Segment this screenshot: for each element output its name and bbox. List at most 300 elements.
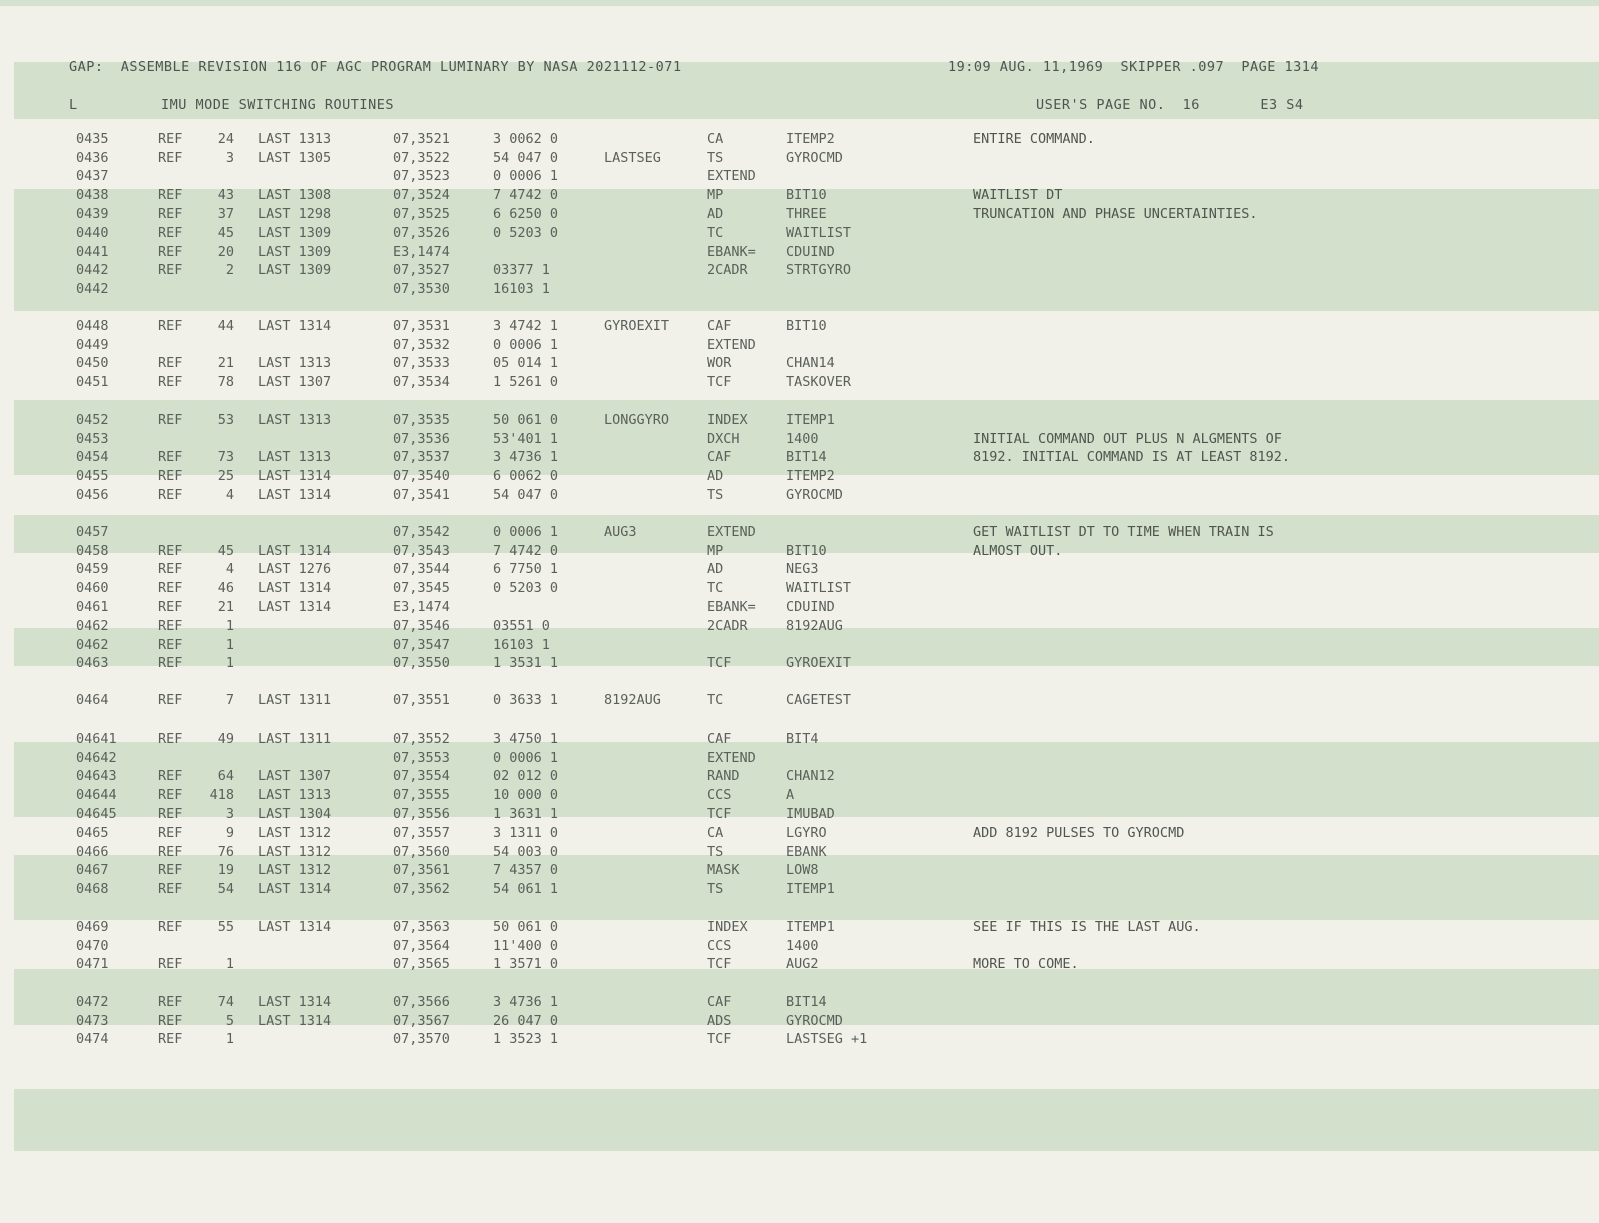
ref-keyword: REF — [158, 131, 183, 147]
last-reference: LAST 1309 — [258, 225, 332, 241]
listing-row — [0, 1013, 1599, 1032]
symbol-label: 8192AUG — [604, 692, 661, 708]
octal-code: 1 5261 0 — [493, 374, 559, 390]
line-number: 0454 — [76, 449, 109, 465]
line-number: 0436 — [76, 150, 109, 166]
memory-address: 07,3563 — [393, 919, 450, 935]
listing-row — [0, 862, 1599, 881]
last-reference: LAST 1314 — [258, 318, 332, 334]
line-number: 04644 — [76, 787, 117, 803]
octal-code: 10 000 0 — [493, 787, 559, 803]
comment: GET WAITLIST DT TO TIME WHEN TRAIN IS — [973, 524, 1274, 540]
last-reference: LAST 1313 — [258, 412, 332, 428]
listing-row — [0, 994, 1599, 1013]
operand: NEG3 — [786, 561, 819, 577]
ref-keyword: REF — [158, 225, 183, 241]
operand: GYROCMD — [786, 487, 843, 503]
memory-address: 07,3547 — [393, 637, 450, 653]
comment: SEE IF THIS IS THE LAST AUG. — [973, 919, 1201, 935]
octal-code: 3 4736 1 — [493, 994, 559, 1010]
opcode: INDEX — [707, 412, 748, 428]
line-number: 0462 — [76, 637, 109, 653]
operand: BIT14 — [786, 994, 827, 1010]
line-number: 0457 — [76, 524, 109, 540]
ref-count: 24 — [217, 131, 234, 147]
line-number: 0450 — [76, 355, 109, 371]
operand: GYROCMD — [786, 1013, 843, 1029]
last-reference: LAST 1314 — [258, 487, 332, 503]
memory-address: 07,3530 — [393, 281, 450, 297]
ref-count: 418 — [209, 787, 234, 803]
listing-row — [0, 449, 1599, 468]
ref-keyword: REF — [158, 318, 183, 334]
assembly-header-left: GAP: ASSEMBLE REVISION 116 OF AGC PROGRAM LUMINARY BY NASA 2021112-071 — [69, 59, 682, 75]
octal-code: 0 0006 1 — [493, 168, 559, 184]
ref-count: 1 — [225, 1031, 234, 1047]
line-number: 04643 — [76, 768, 117, 784]
listing-row — [0, 262, 1599, 281]
opcode: EXTEND — [707, 168, 756, 184]
last-reference: LAST 1304 — [258, 806, 332, 822]
memory-address: 07,3524 — [393, 187, 450, 203]
listing-row — [0, 618, 1599, 637]
opcode: ADS — [707, 1013, 732, 1029]
ref-keyword: REF — [158, 618, 183, 634]
line-number: 0439 — [76, 206, 109, 222]
opcode: CAF — [707, 731, 732, 747]
last-reference: LAST 1314 — [258, 994, 332, 1010]
operand: BIT10 — [786, 318, 827, 334]
ref-keyword: REF — [158, 244, 183, 260]
operand: 1400 — [786, 431, 819, 447]
symbol-label: GYROEXIT — [604, 318, 670, 334]
opcode: TS — [707, 487, 724, 503]
opcode: TS — [707, 150, 724, 166]
listing-row — [0, 750, 1599, 769]
octal-code: 03551 0 — [493, 618, 550, 634]
opcode: CAF — [707, 318, 732, 334]
octal-code: 1 3631 1 — [493, 806, 559, 822]
octal-code: 7 4742 0 — [493, 187, 559, 203]
ref-keyword: REF — [158, 825, 183, 841]
operand: IMUBAD — [786, 806, 835, 822]
ref-keyword: REF — [158, 731, 183, 747]
operand: 1400 — [786, 938, 819, 954]
operand: BIT4 — [786, 731, 819, 747]
listing-row — [0, 281, 1599, 300]
ref-keyword: REF — [158, 187, 183, 203]
octal-code: 50 061 0 — [493, 412, 559, 428]
opcode: CCS — [707, 938, 732, 954]
memory-address: 07,3566 — [393, 994, 450, 1010]
comment: 8192. INITIAL COMMAND IS AT LEAST 8192. — [973, 449, 1290, 465]
memory-address: 07,3540 — [393, 468, 450, 484]
operand: TASKOVER — [786, 374, 852, 390]
ref-keyword: REF — [158, 994, 183, 1010]
line-number: 0442 — [76, 281, 109, 297]
octal-code: 0 5203 0 — [493, 225, 559, 241]
listing-row — [0, 844, 1599, 863]
line-number: 0440 — [76, 225, 109, 241]
operand: ITEMP1 — [786, 919, 835, 935]
memory-address: 07,3543 — [393, 543, 450, 559]
paper-top-stripe — [0, 0, 1599, 6]
line-number: 0448 — [76, 318, 109, 334]
operand: LGYRO — [786, 825, 827, 841]
comment: ENTIRE COMMAND. — [973, 131, 1095, 147]
opcode: EBANK= — [707, 599, 756, 615]
operand: THREE — [786, 206, 827, 222]
listing-row — [0, 580, 1599, 599]
listing-row — [0, 187, 1599, 206]
ref-count: 53 — [217, 412, 234, 428]
octal-code: 1 3571 0 — [493, 956, 559, 972]
memory-address: 07,3534 — [393, 374, 450, 390]
operand: CHAN14 — [786, 355, 835, 371]
listing-row — [0, 806, 1599, 825]
operand: CDUIND — [786, 244, 835, 260]
listing-row — [0, 731, 1599, 750]
octal-code: 3 4736 1 — [493, 449, 559, 465]
memory-address: 07,3553 — [393, 750, 450, 766]
last-reference: LAST 1311 — [258, 731, 332, 747]
memory-address: 07,3527 — [393, 262, 450, 278]
line-number: 0470 — [76, 938, 109, 954]
ref-keyword: REF — [158, 561, 183, 577]
last-reference: LAST 1308 — [258, 187, 332, 203]
last-reference: LAST 1305 — [258, 150, 332, 166]
line-number: 0437 — [76, 168, 109, 184]
ref-keyword: REF — [158, 919, 183, 935]
ref-count: 4 — [225, 561, 234, 577]
ref-count: 3 — [225, 150, 234, 166]
operand: GYROEXIT — [786, 655, 852, 671]
line-number: 0473 — [76, 1013, 109, 1029]
listing-row — [0, 131, 1599, 150]
line-number: 0461 — [76, 599, 109, 615]
last-reference: LAST 1312 — [258, 862, 332, 878]
octal-code: 3 4742 1 — [493, 318, 559, 334]
opcode: RAND — [707, 768, 740, 784]
line-number: 0468 — [76, 881, 109, 897]
opcode: TS — [707, 844, 724, 860]
memory-address: 07,3556 — [393, 806, 450, 822]
last-reference: LAST 1313 — [258, 355, 332, 371]
opcode: MASK — [707, 862, 740, 878]
listing-row — [0, 543, 1599, 562]
last-reference: LAST 1314 — [258, 543, 332, 559]
opcode: CA — [707, 825, 724, 841]
ref-count: 20 — [217, 244, 234, 260]
octal-code: 6 6250 0 — [493, 206, 559, 222]
memory-address: 07,3546 — [393, 618, 450, 634]
line-number: 0451 — [76, 374, 109, 390]
listing-row — [0, 355, 1599, 374]
memory-address: 07,3533 — [393, 355, 450, 371]
ref-keyword: REF — [158, 580, 183, 596]
memory-address: 07,3555 — [393, 787, 450, 803]
memory-address: 07,3554 — [393, 768, 450, 784]
octal-code: 05 014 1 — [493, 355, 559, 371]
ref-count: 54 — [217, 881, 234, 897]
opcode: EBANK= — [707, 244, 756, 260]
line-number: 0435 — [76, 131, 109, 147]
operand: AUG2 — [786, 956, 819, 972]
listing-row — [0, 938, 1599, 957]
listing-row — [0, 412, 1599, 431]
ref-keyword: REF — [158, 374, 183, 390]
operand: CAGETEST — [786, 692, 852, 708]
line-number: 0459 — [76, 561, 109, 577]
line-number: 0463 — [76, 655, 109, 671]
memory-address: 07,3562 — [393, 881, 450, 897]
octal-code: 6 7750 1 — [493, 561, 559, 577]
memory-address: 07,3536 — [393, 431, 450, 447]
ref-keyword: REF — [158, 956, 183, 972]
line-number: 0449 — [76, 337, 109, 353]
ref-keyword: REF — [158, 1031, 183, 1047]
ref-count: 3 — [225, 806, 234, 822]
last-reference: LAST 1307 — [258, 374, 332, 390]
ref-count: 1 — [225, 956, 234, 972]
operand: LOW8 — [786, 862, 819, 878]
ref-count: 43 — [217, 187, 234, 203]
ref-count: 9 — [225, 825, 234, 841]
assembly-header-right: 19:09 AUG. 11,1969 SKIPPER .097 PAGE 1314 — [948, 59, 1319, 75]
ref-count: 21 — [217, 599, 234, 615]
line-number: 04642 — [76, 750, 117, 766]
ref-keyword: REF — [158, 787, 183, 803]
memory-address: E3,1474 — [393, 599, 450, 615]
last-reference: LAST 1314 — [258, 468, 332, 484]
operand: BIT14 — [786, 449, 827, 465]
opcode: MP — [707, 187, 724, 203]
comment: ALMOST OUT. — [973, 543, 1063, 559]
opcode: TC — [707, 692, 724, 708]
line-number: 04645 — [76, 806, 117, 822]
operand: LASTSEG +1 — [786, 1031, 868, 1047]
octal-code: 0 5203 0 — [493, 580, 559, 596]
ref-keyword: REF — [158, 881, 183, 897]
octal-code: 54 047 0 — [493, 150, 559, 166]
listing-row — [0, 244, 1599, 263]
ref-keyword: REF — [158, 355, 183, 371]
ref-count: 21 — [217, 355, 234, 371]
line-number: 0472 — [76, 994, 109, 1010]
memory-address: 07,3523 — [393, 168, 450, 184]
listing-row — [0, 468, 1599, 487]
listing-row — [0, 318, 1599, 337]
operand: CHAN12 — [786, 768, 835, 784]
octal-code: 02 012 0 — [493, 768, 559, 784]
line-number: 0441 — [76, 244, 109, 260]
opcode: EXTEND — [707, 524, 756, 540]
last-reference: LAST 1276 — [258, 561, 332, 577]
ref-count: 19 — [217, 862, 234, 878]
ref-keyword: REF — [158, 768, 183, 784]
octal-code: 54 061 1 — [493, 881, 559, 897]
ref-count: 5 — [225, 1013, 234, 1029]
listing-row — [0, 487, 1599, 506]
opcode: CAF — [707, 994, 732, 1010]
symbol-label: LONGGYRO — [604, 412, 670, 428]
opcode: AD — [707, 561, 724, 577]
opcode: MP — [707, 543, 724, 559]
ref-keyword: REF — [158, 468, 183, 484]
octal-code: 03377 1 — [493, 262, 550, 278]
opcode: AD — [707, 468, 724, 484]
ref-count: 45 — [217, 225, 234, 241]
listing-row — [0, 206, 1599, 225]
operand: WAITLIST — [786, 225, 852, 241]
octal-code: 0 0006 1 — [493, 337, 559, 353]
ref-count: 44 — [217, 318, 234, 334]
ref-count: 73 — [217, 449, 234, 465]
comment: TRUNCATION AND PHASE UNCERTAINTIES. — [973, 206, 1258, 222]
ref-count: 76 — [217, 844, 234, 860]
last-reference: LAST 1314 — [258, 580, 332, 596]
listing-row — [0, 599, 1599, 618]
ref-count: 1 — [225, 618, 234, 634]
opcode: TCF — [707, 806, 732, 822]
operand: STRTGYRO — [786, 262, 852, 278]
ref-keyword: REF — [158, 487, 183, 503]
listing-row — [0, 431, 1599, 450]
operand: ITEMP2 — [786, 131, 835, 147]
octal-code: 1 3523 1 — [493, 1031, 559, 1047]
symbol-label: LASTSEG — [604, 150, 661, 166]
octal-code: 16103 1 — [493, 637, 550, 653]
listing-row — [0, 919, 1599, 938]
ref-count: 1 — [225, 637, 234, 653]
octal-code: 0 0006 1 — [493, 524, 559, 540]
listing-row — [0, 692, 1599, 711]
section-title: IMU MODE SWITCHING ROUTINES — [161, 97, 394, 113]
memory-address: 07,3567 — [393, 1013, 450, 1029]
memory-address: 07,3565 — [393, 956, 450, 972]
listing-row — [0, 524, 1599, 543]
listing-row — [0, 150, 1599, 169]
opcode: CAF — [707, 449, 732, 465]
opcode: DXCH — [707, 431, 740, 447]
octal-code: 53'401 1 — [493, 431, 559, 447]
ref-count: 46 — [217, 580, 234, 596]
octal-code: 3 4750 1 — [493, 731, 559, 747]
line-number: 0452 — [76, 412, 109, 428]
memory-address: 07,3535 — [393, 412, 450, 428]
operand: CDUIND — [786, 599, 835, 615]
memory-address: 07,3551 — [393, 692, 450, 708]
memory-address: 07,3560 — [393, 844, 450, 860]
line-number: 0460 — [76, 580, 109, 596]
line-number: 0438 — [76, 187, 109, 203]
operand: EBANK — [786, 844, 827, 860]
octal-code: 50 061 0 — [493, 919, 559, 935]
memory-address: 07,3552 — [393, 731, 450, 747]
ref-keyword: REF — [158, 449, 183, 465]
octal-code: 7 4357 0 — [493, 862, 559, 878]
line-number: 0456 — [76, 487, 109, 503]
line-number: 0442 — [76, 262, 109, 278]
opcode: TC — [707, 225, 724, 241]
ref-count: 2 — [225, 262, 234, 278]
comment: MORE TO COME. — [973, 956, 1079, 972]
line-number: 0465 — [76, 825, 109, 841]
ref-keyword: REF — [158, 543, 183, 559]
opcode: EXTEND — [707, 337, 756, 353]
opcode: TS — [707, 881, 724, 897]
memory-address: 07,3532 — [393, 337, 450, 353]
listing-row — [0, 787, 1599, 806]
last-reference: LAST 1313 — [258, 131, 332, 147]
listing-row — [0, 1031, 1599, 1050]
ref-keyword: REF — [158, 150, 183, 166]
last-reference: LAST 1313 — [258, 787, 332, 803]
line-number: 0469 — [76, 919, 109, 935]
ref-keyword: REF — [158, 599, 183, 615]
opcode: TC — [707, 580, 724, 596]
opcode: CCS — [707, 787, 732, 803]
ref-keyword: REF — [158, 844, 183, 860]
listing-row — [0, 768, 1599, 787]
octal-code: 54 003 0 — [493, 844, 559, 860]
last-reference: LAST 1314 — [258, 599, 332, 615]
ref-count: 78 — [217, 374, 234, 390]
operand: ITEMP2 — [786, 468, 835, 484]
ref-keyword: REF — [158, 1013, 183, 1029]
listing-row — [0, 825, 1599, 844]
memory-address: 07,3537 — [393, 449, 450, 465]
line-number: 0458 — [76, 543, 109, 559]
memory-address: 07,3541 — [393, 487, 450, 503]
operand: BIT10 — [786, 543, 827, 559]
green-band — [14, 1089, 1599, 1151]
last-reference: LAST 1298 — [258, 206, 332, 222]
operand: ITEMP1 — [786, 881, 835, 897]
symbol-label: AUG3 — [604, 524, 637, 540]
memory-address: 07,3561 — [393, 862, 450, 878]
log-section-marker: L — [69, 97, 78, 113]
memory-address: 07,3545 — [393, 580, 450, 596]
last-reference: LAST 1314 — [258, 919, 332, 935]
ref-count: 7 — [225, 692, 234, 708]
last-reference: LAST 1313 — [258, 449, 332, 465]
line-number: 0455 — [76, 468, 109, 484]
opcode: AD — [707, 206, 724, 222]
ref-keyword: REF — [158, 637, 183, 653]
memory-address: 07,3522 — [393, 150, 450, 166]
operand: GYROCMD — [786, 150, 843, 166]
memory-address: 07,3570 — [393, 1031, 450, 1047]
ref-keyword: REF — [158, 806, 183, 822]
octal-code: 0 3633 1 — [493, 692, 559, 708]
comment: ADD 8192 PULSES TO GYROCMD — [973, 825, 1185, 841]
line-number: 0462 — [76, 618, 109, 634]
ref-count: 4 — [225, 487, 234, 503]
line-number: 0466 — [76, 844, 109, 860]
memory-address: 07,3557 — [393, 825, 450, 841]
line-number: 0474 — [76, 1031, 109, 1047]
ref-count: 55 — [217, 919, 234, 935]
listing-row — [0, 168, 1599, 187]
ref-count: 37 — [217, 206, 234, 222]
octal-code: 54 047 0 — [493, 487, 559, 503]
last-reference: LAST 1311 — [258, 692, 332, 708]
last-reference: LAST 1309 — [258, 244, 332, 260]
memory-address: 07,3544 — [393, 561, 450, 577]
memory-address: 07,3531 — [393, 318, 450, 334]
listing-row — [0, 337, 1599, 356]
